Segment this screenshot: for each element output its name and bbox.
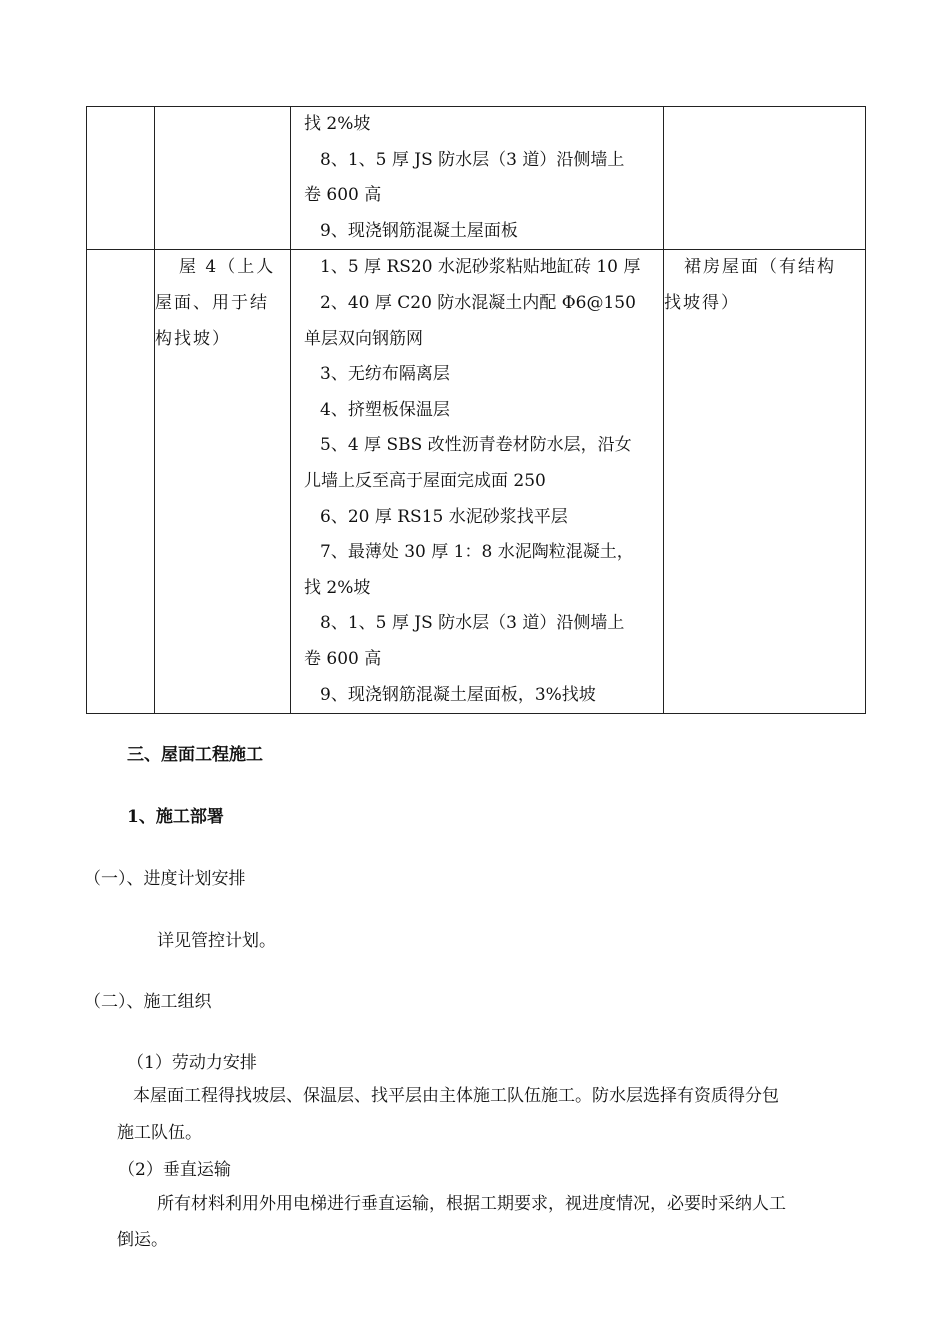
spec-line: 单层双向钢筋网 bbox=[304, 328, 423, 349]
table-cell bbox=[87, 107, 155, 250]
spec-line: 4、挤塑板保温层 bbox=[320, 399, 450, 420]
vertical-text: 所有材料利用外用电梯进行垂直运输，根据工期要求，视进度情况，必要时采纳人工 bbox=[157, 1194, 786, 1214]
roof-type-label: 构找坡） bbox=[155, 328, 231, 349]
labor-heading: （1）劳动力安排 bbox=[127, 1053, 257, 1073]
remark-text: 裙房屋面（有结构 bbox=[684, 257, 836, 278]
item2-heading: （二）、施工组织 bbox=[84, 992, 212, 1012]
table-cell bbox=[87, 250, 155, 714]
section-title: 三、屋面工程施工 bbox=[127, 745, 263, 765]
labor-text: 本屋面工程得找坡层、保温层、找平层由主体施工队伍施工。防水层选择有资质得分包 bbox=[133, 1086, 779, 1106]
roof-spec-table bbox=[86, 106, 866, 714]
spec-line: 儿墙上反至高于屋面完成面 250 bbox=[304, 470, 546, 491]
spec-line: 1、5 厚 RS20 水泥砂浆粘贴地缸砖 10 厚 bbox=[320, 257, 641, 278]
spec-line: 9、现浇钢筋混凝土屋面板 bbox=[320, 220, 518, 241]
spec-line: 找 2%坡 bbox=[304, 577, 371, 598]
remark-text: 找坡得） bbox=[664, 292, 740, 313]
table-cell bbox=[155, 250, 291, 714]
spec-line: 8、1、5 厚 JS 防水层（3 道）沿侧墙上 bbox=[320, 149, 625, 170]
spec-line: 9、现浇钢筋混凝土屋面板，3%找坡 bbox=[320, 684, 596, 705]
table-cell bbox=[291, 107, 664, 250]
table-cell bbox=[664, 107, 866, 250]
spec-line: 6、20 厚 RS15 水泥砂浆找平层 bbox=[320, 506, 568, 527]
roof-type-label: 屋 4（上人 bbox=[179, 257, 276, 278]
spec-line: 卷 600 高 bbox=[304, 648, 382, 669]
vertical-heading: （2）垂直运输 bbox=[118, 1160, 231, 1180]
table-cell bbox=[664, 250, 866, 714]
labor-text: 施工队伍。 bbox=[117, 1123, 202, 1143]
spec-line: 卷 600 高 bbox=[304, 185, 382, 206]
spec-line: 7、最薄处 30 厚 1：8 水泥陶粒混凝土， bbox=[320, 542, 634, 563]
item1-heading: （一）、进度计划安排 bbox=[84, 869, 246, 889]
spec-line: 3、无纺布隔离层 bbox=[320, 364, 450, 385]
table-cell bbox=[291, 250, 664, 714]
vertical-text: 倒运。 bbox=[117, 1230, 168, 1250]
roof-type-label: 屋面、用于结 bbox=[155, 292, 269, 313]
spec-line: 8、1、5 厚 JS 防水层（3 道）沿侧墙上 bbox=[320, 613, 625, 634]
table-cell bbox=[155, 107, 291, 250]
spec-line: 找 2%坡 bbox=[304, 114, 371, 134]
subsection-title: 1、施工部署 bbox=[127, 807, 224, 827]
table-row bbox=[87, 250, 866, 714]
spec-line: 5、4 厚 SBS 改性沥青卷材防水层，沿女 bbox=[320, 435, 632, 456]
table-row bbox=[87, 107, 866, 250]
item1-text: 详见管控计划。 bbox=[157, 931, 276, 951]
spec-line: 2、40 厚 C20 防水混凝土内配 Φ6@150 bbox=[320, 292, 636, 313]
